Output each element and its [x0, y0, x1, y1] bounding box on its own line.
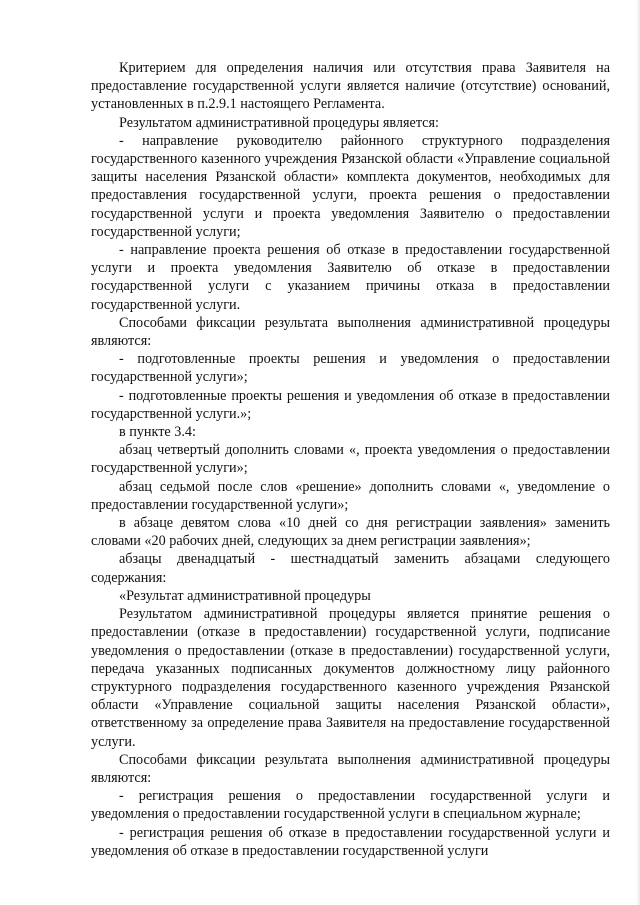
scan-edge — [636, 0, 640, 905]
paragraph-result-heading: Результатом административной процедуры является: — [119, 114, 439, 131]
paragraph-clause-3-4: в пункте 3.4: — [119, 424, 196, 441]
paragraph-amend-9: в абзаце девятом слова «10 дней со дня регистрации заявления» заменить словами «20 рабочих дней, следующих за днем регистрации заявления»; — [91, 515, 610, 550]
paragraph-new-fixation-item-2: - регистрация решения об отказе в предоставлении государственной услуги и уведомления об отказе в предоставлении государственной услуги — [91, 824, 610, 859]
paragraph-result-item-1: - направление руководителю районного структурного подразделения государственного казенного учреждения Рязанской области «Управление социальной защиты населения Рязанской области» комплекта документов, необходимых для предоставления государственной услуги, проекта решения о предоставлении государственной услуги и проекта уведомления Заявителю о предоставлении государственной услуги; — [91, 132, 610, 240]
paragraph-fixation-heading: Способами фиксации результата выполнения административной процедуры являются: — [91, 314, 610, 350]
paragraph-result-item-2: - направление проекта решения об отказе в предоставлении государственной услуги и проекта уведомления Заявителю об отказе в предоставлении государственной услуги с указанием причины отказа в предоставлении государственной услуги. — [91, 242, 610, 313]
paragraph-new-heading: «Результат административной процедуры — [119, 587, 371, 604]
document-body — [91, 59, 610, 860]
paragraph-amend-12-16: абзацы двенадцатый - шестнадцатый заменить абзацами следующего содержания: — [91, 551, 610, 586]
paragraph-new-fixation-item-1: - регистрация решения о предоставлении государственной услуги и уведомления о предоставлении государственной услуги в специальном журнале; — [91, 788, 610, 823]
paragraph-amend-7: абзац седьмой после слов «решение» дополнить словами «, уведомление о предоставлении государственной услуги»; — [91, 478, 610, 513]
paragraph-fixation-item-1: - подготовленные проекты решения и уведомления о предоставлении государственной услуги»; — [91, 351, 610, 386]
paragraph-fixation-item-2: - подготовленные проекты решения и уведомления об отказе в предоставлении государственной услуги.»; — [91, 387, 610, 422]
paragraph-new-result: Результатом административной процедуры является принятие решения о предоставлении (отказе в предоставлении) государственной услуги, подписание уведомления о предоставлении (отказе в предоставлении) государственной услуги, передача указанных подписанных документов должностному лицу районного структурного подразделения государственного казенного учреждения Рязанской области «Управление социальной защиты населения Рязанской области», ответственному за определение права Заявителя на предоставление государственной услуги. — [91, 606, 610, 750]
paragraph-new-fixation-heading: Способами фиксации результата выполнения административной процедуры являются: — [91, 751, 610, 786]
paragraph-amend-4: абзац четвертый дополнить словами «, проекта уведомления о предоставлении государственной услуги»; — [91, 442, 610, 477]
paragraph-criteria: Критерием для определения наличия или отсутствия права Заявителя на предоставление государственной услуги является наличие (отсутствие) оснований, установленных в п.2.9.1 настоящего Регламента. — [91, 60, 610, 113]
